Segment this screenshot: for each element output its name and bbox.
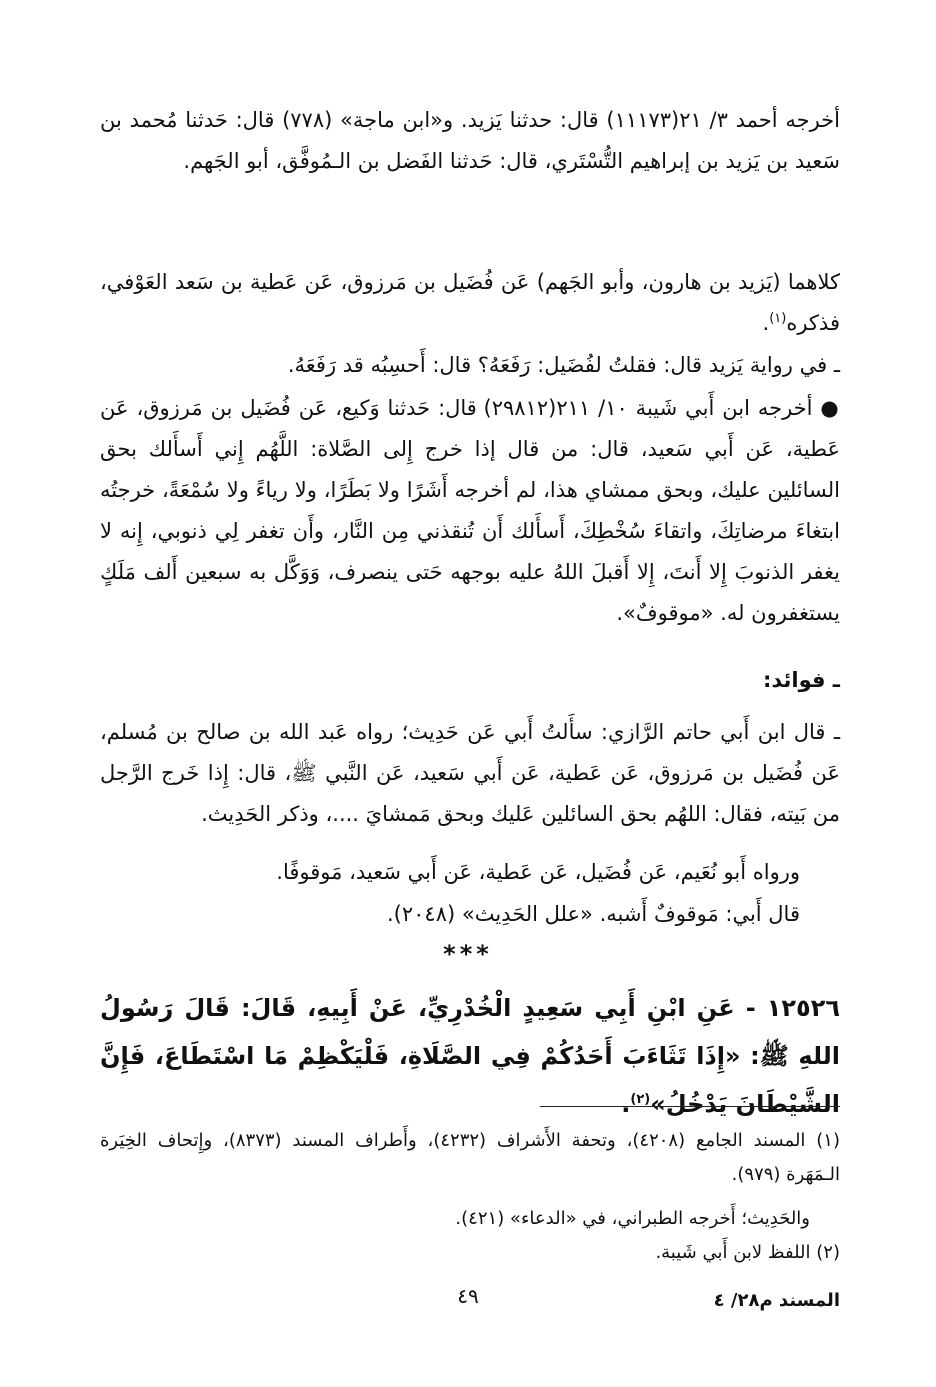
paragraph-qal-abi: قال أَبي: مَوقوفٌ أَشبه. «علل الحَدِيث» (٢٠٤٨).	[386, 902, 800, 926]
paragraph-riwaya-yazid: ـ في رواية يَزيد قال: فقلتُ لفُضَيل: رَفَعَهُ؟ قال: أَحسِبُه قد رَفَعَهُ.	[287, 353, 840, 377]
signature-mark: المسند م٢٨/ ٤	[713, 1290, 840, 1311]
footnote-1: (١) المسند الجامع (٤٢٠٨)، وتحفة الأَشراف (٤٢٣٢)، وأَطراف المسند (٨٣٧٣)، وإِتحاف الخِيَرة الـمَهَرة (٩٧٩).	[100, 1130, 840, 1185]
paragraph-ibn-abi-hatim: ـ قال ابن أَبي حاتم الرَّازي: سأَلتُ أَبي عَن حَدِيث؛ رواه عَبد الله بن صالح بن مُسلم، عَن فُضَيل بن مَرزوق، عَن عَطية، عَن أَبي سَعيد، عَن النَّبي ﷺ، قال: إِذا خَرج الرَّجل من بَيته، فقال: اللهُم بحق السائلين عَليك وبحق مَمشايَ ....، وذكر الحَدِيث.	[100, 720, 840, 826]
paragraph-kilahuma	[100, 262, 840, 344]
footnote-ref-1[interactable]: (١)	[769, 311, 787, 326]
paragraph-abu-nuaym: ورواه أَبو نُعَيم، عَن فُضَيل، عَن عَطية، عَن أَبي سَعيد، مَوقوفًا.	[276, 860, 800, 884]
footnote-ref-2[interactable]: (٢)	[630, 1092, 651, 1107]
footnote-2: (٢) اللفظ لابن أَبي شَيبة.	[655, 1242, 840, 1263]
section-separator: ***	[443, 940, 493, 968]
footnote-divider	[540, 1106, 840, 1107]
heading-fawaid: ـ فوائد:	[762, 668, 840, 692]
paragraph-takhrij-ahmad: أخرجه أحمد ٣/ ٢١(١١١٧٣) قال: حدثنا يَزيد. و«ابن ماجة» (٧٧٨) قال: حَدثنا مُحمد بن سَعيد بن يَزيد بن إبراهيم التُّسْتَري، قال: حَدثنا الفَضل بن الـمُوفَّق، أبو الجَهم.	[100, 108, 840, 173]
paragraph-ibn-abi-shayba: ● أخرجه ابن أَبي شَيبة ١٠/ ٢١١(٢٩٨١٢) قال: حَدثنا وَكيع، عَن فُضَيل بن مَرزوق، عَن عَطية، عَن أَبي سَعيد، قال: من قال إذا خرج إِلى الصَّلاة: اللَّهُم إِني أَسأَلك بحق السائلين عليك، وبحق ممشاي هذا، لم أخرجه أَشَرًا ولا بَطَرًا، ولا رياءً ولا سُمْعَةً، خرجتُه ابتغاءَ مرضاتِكَ، واتقاءَ سُخْطِكَ، أَسأَلك أَن تُنقذني مِن النَّار، وأَن تغفر لِي ذنوبي، إِنه لا يغفر الذنوبَ إِلا أَنتَ، إِلا أَقبلَ اللهُ عليه بوجهه حَتى ينصرف، وَوَكَّل به سبعين أَلف مَلَكٍ يستغفرون له. «موقوفٌ».	[100, 396, 840, 625]
footnote-1-continuation: والحَدِيث؛ أَخرجه الطبراني، في «الدعاء» (٤٢١).	[455, 1208, 810, 1229]
paragraph-kilahuma-text: كلاهما (يَزيد بن هارون، وأبو الجَهم) عَن فُضَيل بن مَرزوق، عَن عَطية بن سَعد العَوْفي، فذكره	[100, 270, 840, 335]
paragraph-kilahuma-end: .	[762, 311, 770, 335]
page-number: ٤٩	[457, 1284, 479, 1308]
hadith-end: .	[621, 1090, 631, 1118]
hadith-text: ١٢٥٢٦ - عَنِ ابْنِ أَبِي سَعِيدٍ الْخُدْرِيِّ، عَنْ أَبِيهِ، قَالَ: قَالَ رَسُولُ اللهِ ﷺ: «إِذَا تَثَاءَبَ أَحَدُكُمْ فِي الصَّلَاةِ، فَلْيَكْظِمْ مَا اسْتَطَاعَ، فَإِنَّ الشَّيْطَانَ يَدْخُلُ»	[100, 994, 840, 1118]
